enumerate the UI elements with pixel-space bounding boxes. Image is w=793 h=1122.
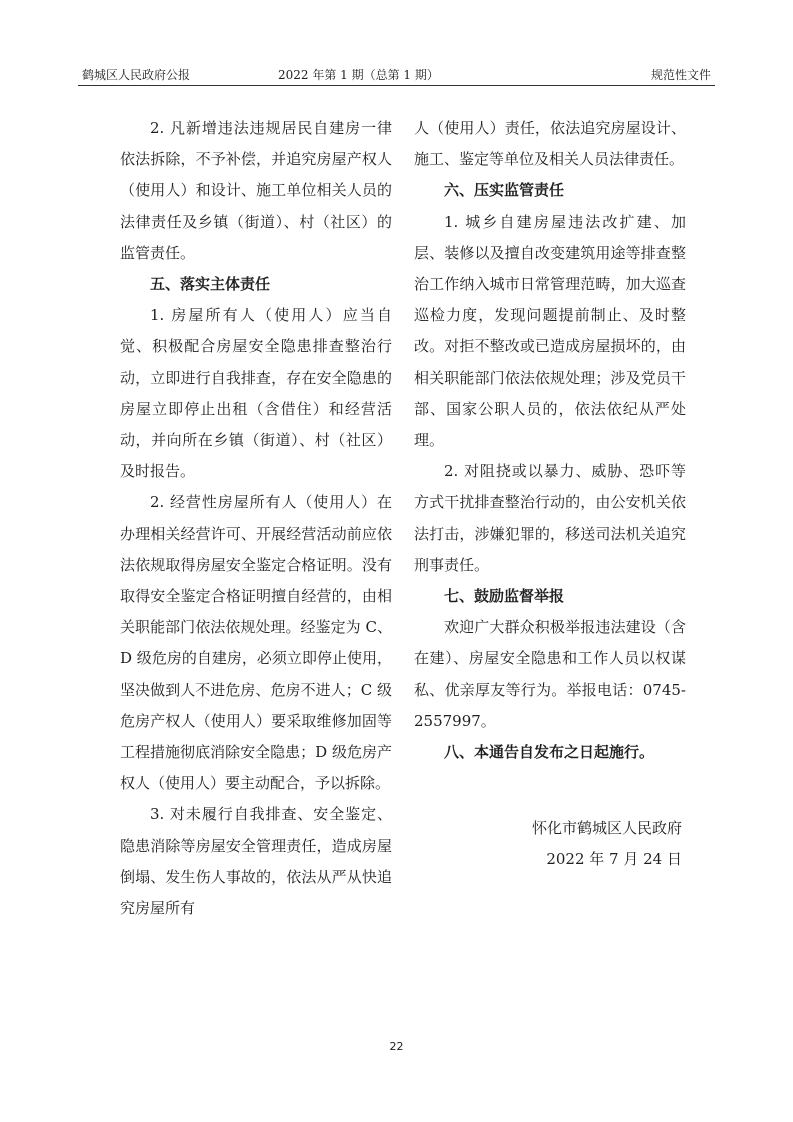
section-heading: 七、鼓励监督举报 xyxy=(444,587,565,606)
header-rule xyxy=(78,85,715,86)
paragraph: 1. 城乡自建房屋违法改扩建、加层、装修以及擅自改变建筑用途等排查整治工作纳入城市日常管理范畴，加大巡查巡检力度，发现问题提前制止、及时整改。对拒不整改或已造成房屋损坏的，由相关职能部门依法依规处理；涉及党员干部、国家公职人员的，依法依纪从严处理。 xyxy=(414,212,686,450)
section-heading: 五、落实主体责任 xyxy=(150,275,271,294)
paragraph: 欢迎广大群众积极举报违法建设（含在建）、房屋安全隐患和工作人员以权谋私、优亲厚友等行为。举报电话：0745-2557997。 xyxy=(414,618,686,730)
paragraph: 2. 经营性房屋所有人（使用人）在办理相关经营许可、开展经营活动前应依法依规取得房屋安全鉴定合格证明。没有取得安全鉴定合格证明擅自经营的，由相关职能部门依法依规处理。经鉴定为 C、D 级危房的自建房，必须立即停止使用，坚决做到人不进危房、危房不进人；C 级危房产权人（使用人）要采取维修加固等工程措施彻底消除安全隐患；D 级危房产权人（使用人）要主动配合，予以拆除。 xyxy=(120,493,392,793)
header-publication-name: 鹤城区人民政府公报 xyxy=(82,68,191,82)
paragraph: 2. 对阻挠或以暴力、威胁、恐吓等方式干扰排查整治行动的，由公安机关依法打击，涉嫌犯罪的，移送司法机关追究刑事责任。 xyxy=(414,462,686,574)
paragraph: 1. 房屋所有人（使用人）应当自觉、积极配合房屋安全隐患排查整治行动，立即进行自我排查，存在安全隐患的房屋立即停止出租（含借住）和经营活动，并向所在乡镇（街道）、村（社区）及时报告。 xyxy=(120,306,392,481)
page-number: 22 xyxy=(389,1040,404,1053)
signature-block xyxy=(414,813,686,875)
section-heading: 六、压实监管责任 xyxy=(444,181,565,200)
signature-date: 2022 年 7 月 24 日 xyxy=(546,850,682,869)
paragraph: 人（使用人）责任，依法追究房屋设计、施工、鉴定等单位及相关人员法律责任。 xyxy=(414,119,686,169)
header-section: 规范性文件 xyxy=(650,68,711,82)
left-column xyxy=(120,113,392,924)
right-column xyxy=(414,113,686,876)
signature-organization: 怀化市鹤城区人民政府 xyxy=(531,819,682,838)
section-heading: 八、本通告自发布之日起施行。 xyxy=(444,743,655,762)
page-header xyxy=(78,60,715,82)
header-issue: 2022 年第 1 期（总第 1 期） xyxy=(278,68,439,82)
paragraph: 3. 对未履行自我排查、安全鉴定、隐患消除等房屋安全管理责任，造成房屋倒塌、发生伤人事故的，依法从严从快追究房屋所有 xyxy=(120,805,392,918)
paragraph: 2. 凡新增违法违规居民自建房一律依法拆除，不予补偿，并追究房屋产权人（使用人）和设计、施工单位相关人员的法律责任及乡镇（街道）、村（社区）的监管责任。 xyxy=(120,119,392,262)
